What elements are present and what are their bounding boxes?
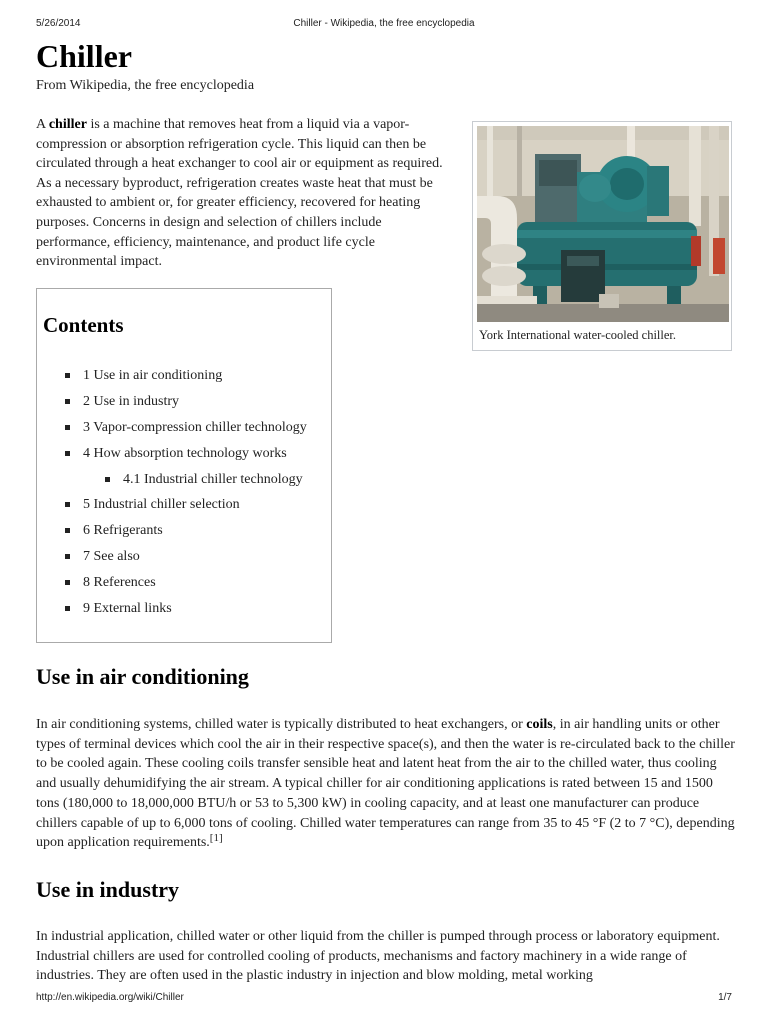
- toc-bullet: [65, 528, 70, 533]
- toc-bullet: [65, 399, 70, 404]
- toc-item-label: 6 Refrigerants: [83, 523, 163, 539]
- toc-item-label: 7 See also: [83, 549, 140, 565]
- chiller-photo[interactable]: [477, 126, 729, 322]
- table-of-contents: [36, 288, 332, 643]
- citation-link[interactable]: [1]: [209, 832, 223, 845]
- toc-list: [37, 367, 331, 626]
- print-header: [36, 18, 732, 32]
- toc-item-industrial-chiller-technology[interactable]: [37, 471, 331, 497]
- print-page-number: 1/7: [718, 992, 732, 1003]
- toc-item-label: 4.1 Industrial chiller technology: [123, 471, 303, 487]
- paragraph-text-start: In air conditioning systems, chilled water is typically distributed to heat exchangers, or: [36, 717, 527, 732]
- toc-item-label: 4 How absorption technology works: [83, 445, 287, 461]
- print-page-title: Chiller - Wikipedia, the free encyclopedia: [293, 18, 475, 29]
- toc-item-external-links[interactable]: [37, 600, 331, 626]
- toc-item-use-in-air-conditioning[interactable]: [37, 367, 331, 393]
- toc-item-vapor-compression[interactable]: [37, 419, 331, 445]
- toc-item-label: 9 External links: [83, 601, 172, 617]
- section-paragraph-industry: In industrial application, chilled water or other liquid from the chiller is pumped through process or laboratory equipment. Industrial chillers are used for controlled cooling of products, mechanisms and factory machinery in a wide range of industries. They are often used in the plastic industry in injection and blow molding, metal working: [36, 929, 720, 984]
- toc-bullet: [65, 373, 70, 378]
- section-heading-industry: Use in industry: [36, 877, 180, 902]
- figure-caption: York International water-cooled chiller.: [479, 328, 677, 342]
- toc-item-see-also[interactable]: [37, 548, 331, 574]
- toc-bullet: [65, 425, 70, 430]
- paragraph-text-rest: , in air handling units or other types of terminal devices which cool the air in their respective space(s), and then the water is re-circulated back to the chiller to be cooled again. These cooling coils transfer sensible heat and latent heat from the air to the chilled water, thus cooling and usually dehumidifying the air stream. A typical chiller for air conditioning applications is rated between 15 and 1500 tons (180,000 to 18,000,000 BTU/h or 53 to 5,300 kW) in cooling capacity, and at least one manufacturer can produce chillers capable of up to 6,000 tons of cooling. Chilled water temperatures can range from 35 to 45 °F (2 to 7 °C), depending upon application requirements.: [36, 717, 735, 851]
- toc-item-refrigerants[interactable]: [37, 522, 331, 548]
- toc-item-label: 8 References: [83, 575, 156, 591]
- section-paragraph-air-conditioning: [36, 715, 736, 853]
- intro-text-rest: is a machine that removes heat from a liquid via a vapor-compression or absorption refrigeration cycle. This liquid can then be circulated through a heat exchanger to cool air or equipment as required. As a necessary byproduct, refrigeration creates waste heat that must be exhausted to ambient or, for greater efficiency, recovered for heating purposes. Concerns in design and selection of chillers include performance, efficiency, maintenance, and product life cycle environmental impact.: [36, 117, 443, 270]
- article-title: Chiller: [36, 38, 132, 74]
- infobox-figure: [472, 121, 732, 351]
- section-heading-air-conditioning: Use in air conditioning: [36, 664, 249, 689]
- toc-item-label: 2 Use in industry: [83, 393, 180, 409]
- toc-item-absorption[interactable]: [37, 445, 331, 471]
- toc-item-label: 3 Vapor-compression chiller technology: [83, 419, 307, 435]
- toc-bullet: [65, 451, 70, 456]
- toc-bullet: [65, 502, 70, 507]
- intro-paragraph: [36, 115, 452, 272]
- print-date: 5/26/2014: [36, 18, 81, 29]
- article-tagline: From Wikipedia, the free encyclopedia: [36, 78, 255, 93]
- toc-bullet: [105, 477, 110, 482]
- toc-item-use-in-industry[interactable]: [37, 393, 331, 419]
- coils-link[interactable]: coils: [526, 717, 553, 732]
- print-footer: [36, 992, 732, 1006]
- toc-title: Contents: [43, 313, 124, 337]
- toc-bullet: [65, 606, 70, 611]
- toc-item-label: 5 Industrial chiller selection: [83, 497, 240, 513]
- toc-item-industrial-chiller-selection[interactable]: [37, 496, 331, 522]
- toc-item-references[interactable]: [37, 574, 331, 600]
- intro-text-start: A: [36, 117, 49, 132]
- print-url: http://en.wikipedia.org/wiki/Chiller: [36, 992, 184, 1003]
- intro-term-link[interactable]: chiller: [48, 117, 87, 132]
- toc-item-label: 1 Use in air conditioning: [83, 368, 223, 383]
- toc-bullet: [65, 554, 70, 559]
- toc-bullet: [65, 580, 70, 585]
